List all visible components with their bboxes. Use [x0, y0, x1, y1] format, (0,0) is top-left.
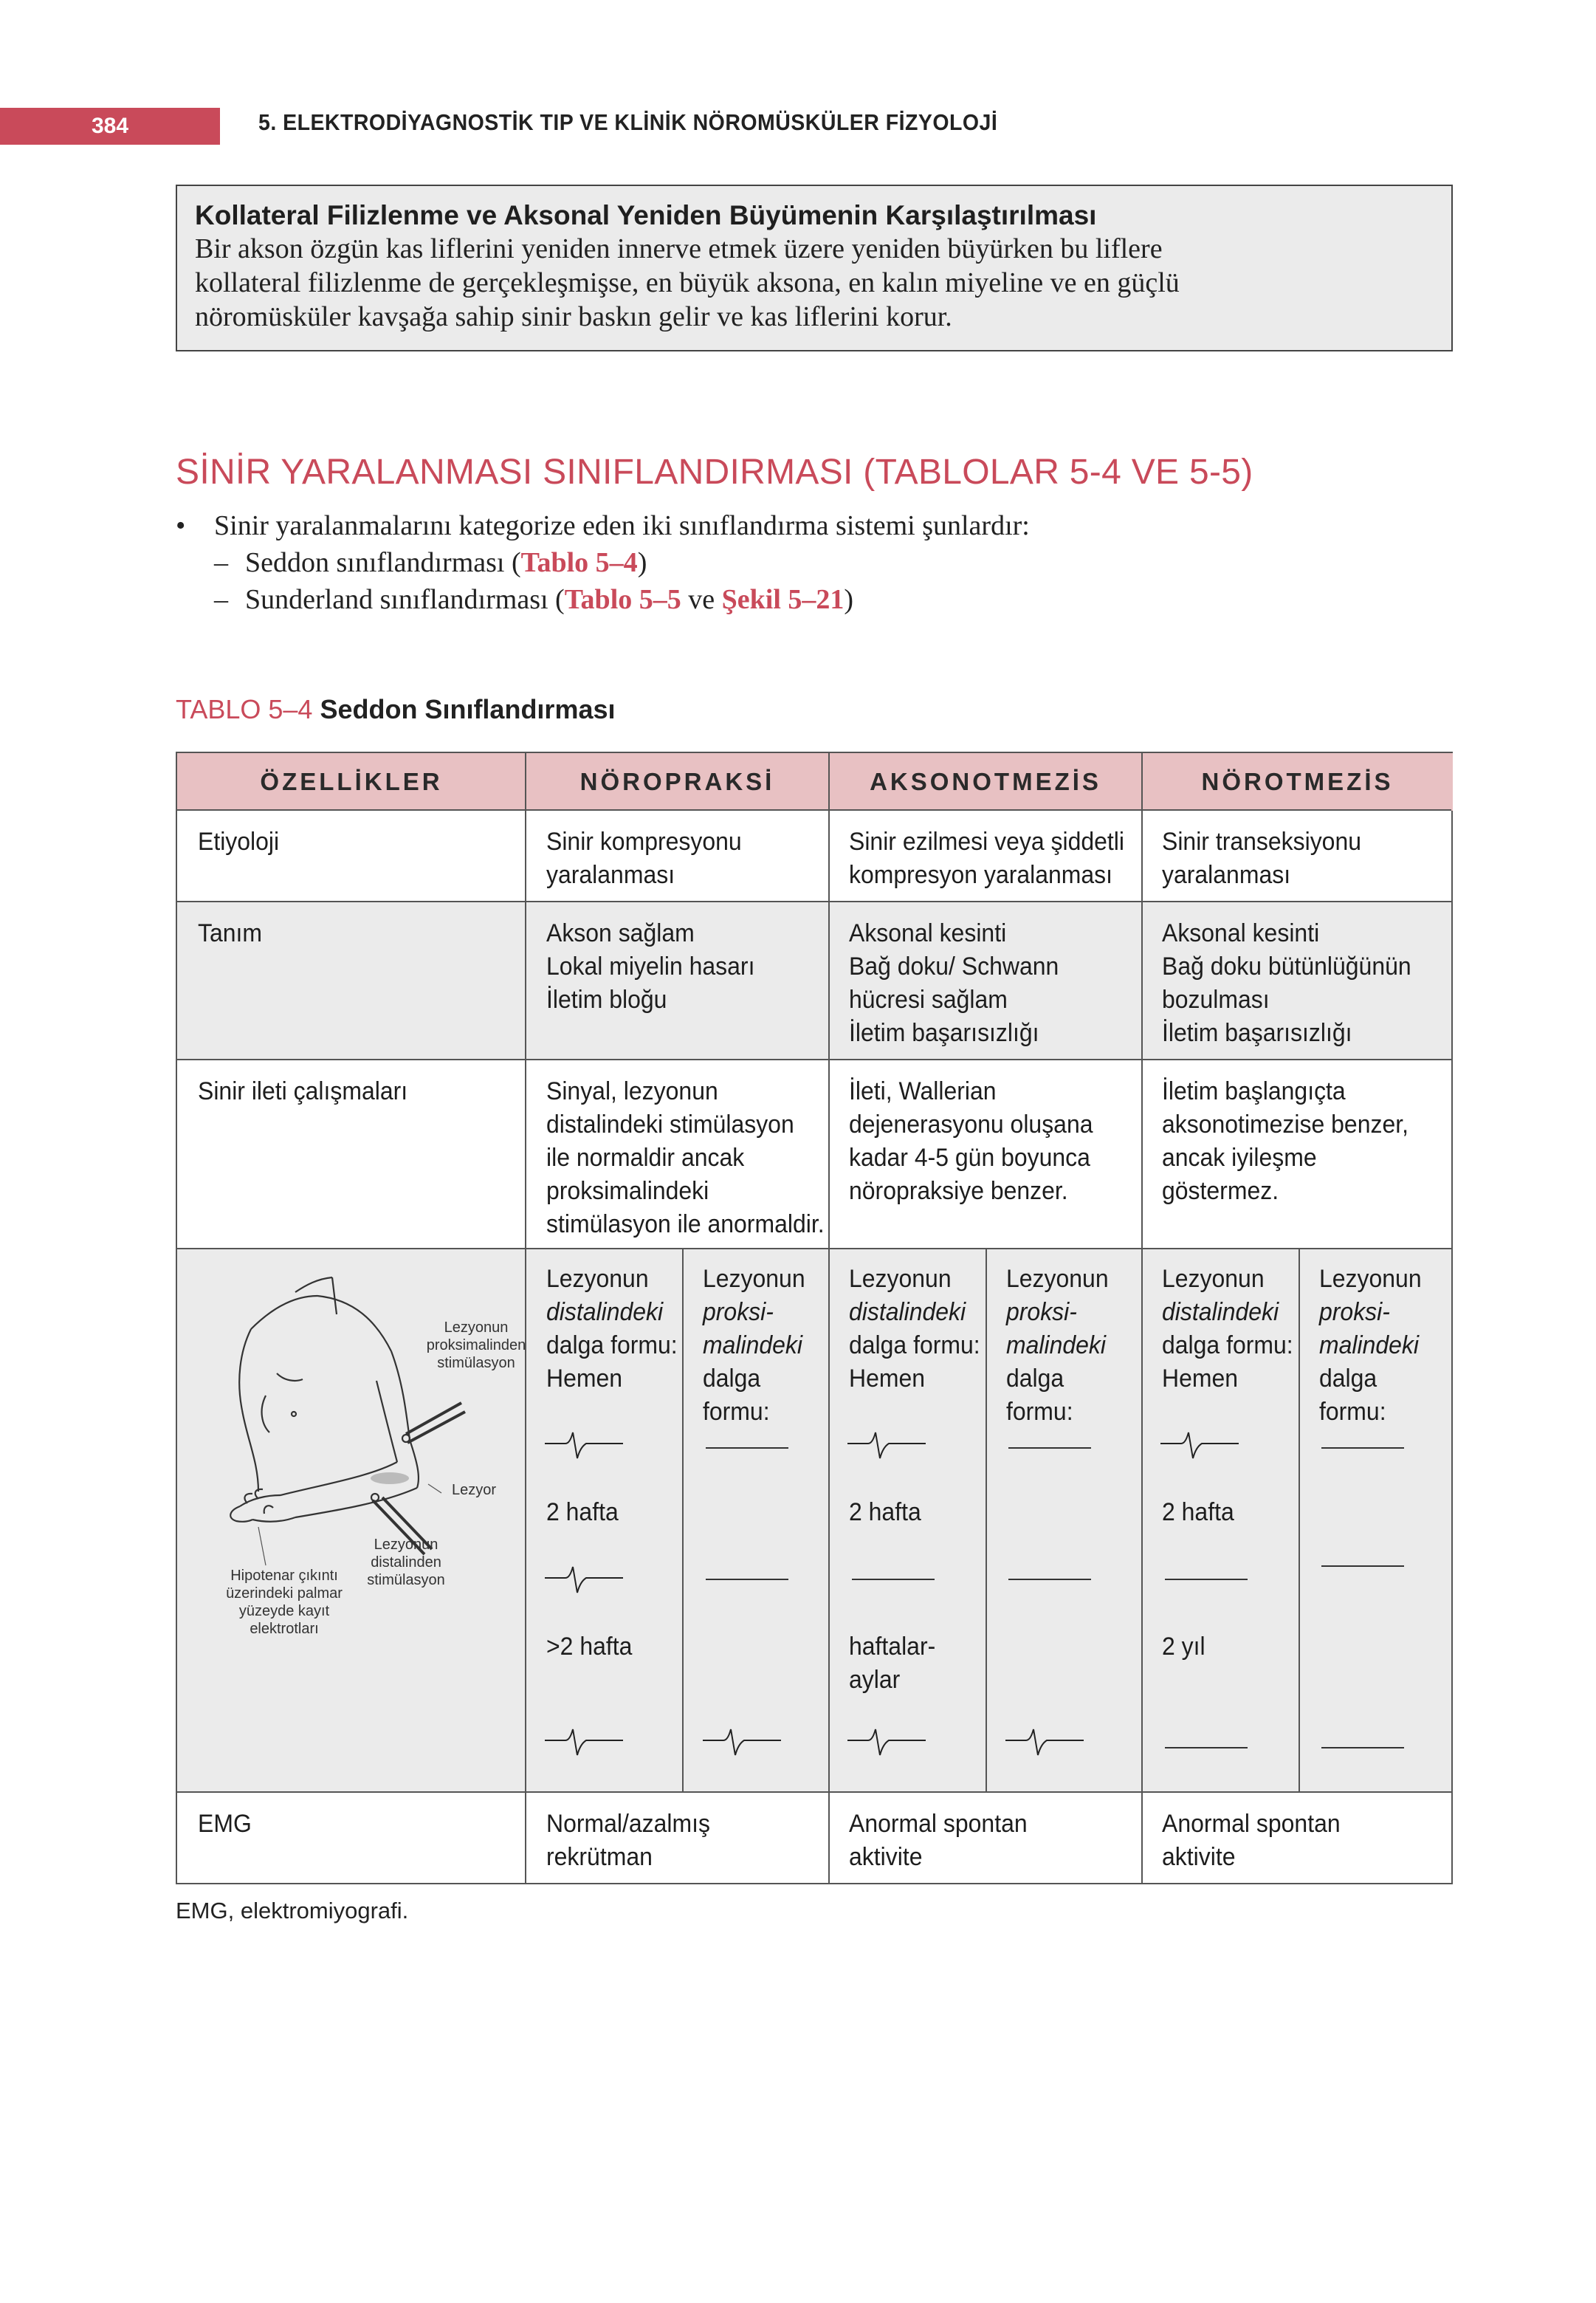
callout-box: [176, 185, 1453, 351]
cell-line: Anormal spontan: [849, 1810, 1028, 1838]
time-label: 2 hafta: [849, 1498, 921, 1526]
dalga-distal-header: [1162, 1263, 1293, 1396]
cell-line: malindeki: [703, 1331, 803, 1359]
ref-link[interactable]: Tablo 5–5: [564, 584, 681, 615]
absent-response-line: [1165, 1579, 1248, 1580]
callout-line: kollateral filizlenme de gerçekleşmişse, en büyük aksona, en kalın miyeline ve en güçlü: [195, 267, 1180, 298]
cell-line: dalga formu:: [1162, 1331, 1293, 1359]
cell-line: Bağ doku/ Schwann: [849, 953, 1059, 981]
row-label-tanim: Tanım: [198, 919, 263, 947]
callout-body: [195, 232, 1434, 334]
fig-label-line: üzerindeki palmar: [226, 1585, 343, 1602]
cell-line: Aksonal kesinti: [849, 919, 1007, 947]
fig-label-line: stimülasyon: [367, 1572, 445, 1588]
col-divider: [525, 753, 526, 1883]
cell-line: Sinir kompresyonu: [546, 828, 742, 856]
cell-line: İletim başarısızlığı: [849, 1019, 1039, 1047]
cell-etiyoloji-noropraksi: [546, 826, 742, 892]
col-divider: [828, 753, 830, 1883]
table-caption: [176, 694, 616, 725]
label-distal-stim: [354, 1536, 458, 1589]
sub-text: ): [844, 584, 854, 615]
fig-label-line: Lezyonun: [444, 1319, 509, 1336]
time-label: 2 hafta: [1162, 1498, 1234, 1526]
cell-line: proksi-: [1319, 1298, 1390, 1326]
cell-line: Akson sağlam: [546, 919, 695, 947]
cell-line: Anormal spontan: [1162, 1810, 1341, 1838]
row-divider: [177, 809, 1451, 811]
table-title: Seddon Sınıflandırması: [320, 694, 616, 724]
waveform-icon: [543, 1722, 625, 1759]
cell-line: Aksonal kesinti: [1162, 919, 1320, 947]
cell-line: bozulması: [1162, 986, 1270, 1014]
running-title: 5. ELEKTRODİYAGNOSTİK TIP VE KLİNİK NÖROMÜSKÜLER FİZYOLOJİ: [258, 109, 998, 135]
sub-text: ): [637, 547, 647, 578]
cell-line: proksi-: [703, 1298, 774, 1326]
cell-tanim-noropraksi: [546, 917, 754, 1017]
cell-line: ancak iyileşme: [1162, 1144, 1317, 1172]
absent-response-line: [1321, 1565, 1404, 1567]
cell-line: Hemen: [546, 1365, 623, 1393]
time-label: 2 yıl: [1162, 1633, 1205, 1661]
cell-tanim-aksonotmezis: [849, 917, 1059, 1050]
callout-line: Bir akson özgün kas liflerini yeniden innerve etmek üzere yeniden büyürken bu liflere: [195, 233, 1163, 264]
dalga-distal-header: [546, 1263, 678, 1396]
absent-response-line: [1321, 1747, 1404, 1748]
cell-line: Lezyonun: [849, 1265, 952, 1293]
row-label-ileti: Sinir ileti çalışmaları: [198, 1077, 408, 1105]
cell-line: hücresi sağlam: [849, 986, 1008, 1014]
cell-line: proksimalindeki: [546, 1177, 709, 1205]
cell-line: formu:: [703, 1398, 770, 1426]
cell-emg-norotmezis: [1162, 1808, 1341, 1874]
cell-line: Sinir transeksiyonu: [1162, 828, 1362, 856]
cell-line: Normal/azalmış: [546, 1810, 711, 1838]
cell-line: İleti, Wallerian: [849, 1077, 997, 1105]
cell-line: kadar 4-5 gün boyunca: [849, 1144, 1090, 1172]
row-divider: [177, 1059, 1451, 1060]
row-label-etiyoloji: Etiyoloji: [198, 828, 280, 856]
section-title: SİNİR YARALANMASI SINIFLANDIRMASI (TABLOLAR 5-4 VE 5-5): [176, 453, 1253, 492]
absent-response-line: [852, 1579, 935, 1580]
cell-line: Hemen: [1162, 1365, 1239, 1393]
cell-ileti-noropraksi: [546, 1075, 825, 1241]
seddon-table: [176, 752, 1453, 1884]
cell-line: nöropraksiye benzer.: [849, 1177, 1068, 1205]
cell-line: dalga formu:: [849, 1331, 980, 1359]
sub-dash: –: [214, 584, 228, 615]
cell-line: Hemen: [849, 1365, 926, 1393]
bullet-text: Sinir yaralanmalarını kategorize eden iki sınıflandırma sistemi şunlardır:: [214, 510, 1030, 541]
cell-line: İletim başlangıçta: [1162, 1077, 1346, 1105]
table-number: TABLO 5–4: [176, 694, 313, 724]
cell-line: distalindeki: [1162, 1298, 1279, 1326]
waveform-icon: [543, 1425, 625, 1462]
cell-emg-aksonotmezis: [849, 1808, 1028, 1874]
cell-line: Lezyonun: [1006, 1265, 1109, 1293]
row-divider: [177, 1248, 1451, 1249]
cell-line: yaralanması: [546, 861, 675, 889]
cell-etiyoloji-norotmezis: [1162, 826, 1361, 892]
fig-label-line: proksimalinden: [426, 1337, 526, 1353]
col-divider: [1141, 753, 1143, 1883]
cell-line: kompresyon yaralanması: [849, 861, 1113, 889]
cell-line: Sinir ezilmesi veya şiddetli: [849, 828, 1125, 856]
cell-line: malindeki: [1319, 1331, 1420, 1359]
ref-link[interactable]: Tablo 5–4: [520, 547, 638, 578]
cell-line: Lezyonun: [546, 1265, 649, 1293]
cell-line: Lezyonun: [1162, 1265, 1265, 1293]
cell-line: Lezyonun: [703, 1265, 805, 1293]
cell-line: rekrütman: [546, 1843, 653, 1871]
callout-line: nöromüsküler kavşağa sahip sinir baskın gelir ve kas liflerini korur.: [195, 301, 952, 332]
dalga-proximal-header: [1006, 1263, 1109, 1429]
row-divider: [177, 1791, 1451, 1793]
cell-line: ile normaldir ancak: [546, 1144, 745, 1172]
cell-line: aktivite: [849, 1843, 923, 1871]
sub-text: Sunderland sınıflandırması (: [245, 584, 565, 615]
cell-line: distalindeki: [546, 1298, 664, 1326]
label-lesion: Lezyor: [451, 1482, 497, 1498]
waveform-icon: [1004, 1722, 1085, 1759]
cell-etiyoloji-aksonotmezis: [849, 826, 1124, 892]
sub-item-seddon: [245, 545, 647, 580]
cell-line: malindeki: [1006, 1331, 1107, 1359]
cell-line: Sinyal, lezyonun: [546, 1077, 718, 1105]
cell-line: distalindeki stimülasyon: [546, 1111, 794, 1139]
cell-line: formu:: [1006, 1398, 1073, 1426]
table-footnote: EMG, elektromiyografi.: [176, 1898, 409, 1923]
fig-label-line: Hipotenar çıkıntı: [230, 1568, 338, 1584]
cell-line: haftalar-: [849, 1633, 936, 1661]
page-number: 384: [0, 108, 220, 145]
dalga-proximal-header: [703, 1263, 805, 1429]
cell-line: Lokal miyelin hasarı: [546, 953, 755, 981]
label-proximal-stim: [417, 1319, 535, 1372]
cell-line: distalindeki: [849, 1298, 966, 1326]
cell-line: İletim bloğu: [546, 986, 667, 1014]
fig-label-line: stimülasyon: [437, 1355, 515, 1371]
fig-label-line: yüzeyde kayıt: [238, 1603, 330, 1619]
absent-response-line: [706, 1447, 788, 1449]
cell-line: dalga: [1319, 1365, 1377, 1393]
header-noropraksi: NÖROPRAKSİ: [526, 753, 829, 811]
cell-line: Lezyonun: [1319, 1265, 1422, 1293]
sub-text: ve: [681, 584, 722, 615]
header-ozellikler: ÖZELLİKLER: [177, 753, 526, 811]
cell-line: İletim başarısızlığı: [1162, 1019, 1352, 1047]
time-label: [849, 1630, 935, 1697]
fig-label-line: elektrotları: [250, 1621, 319, 1637]
cell-ileti-norotmezis: [1162, 1075, 1408, 1208]
cell-line: formu:: [1319, 1398, 1386, 1426]
dalga-proximal-header: [1319, 1263, 1422, 1429]
waveform-icon: [543, 1559, 625, 1596]
bullet-mark: •: [176, 510, 186, 541]
time-label: >2 hafta: [546, 1633, 633, 1661]
cell-line: aylar: [849, 1666, 901, 1694]
waveform-icon: [701, 1722, 782, 1759]
absent-response-line: [1165, 1747, 1248, 1748]
cell-line: dalga: [703, 1365, 761, 1393]
cell-line: dalga formu:: [546, 1331, 678, 1359]
cell-line: aksonotimezise benzer,: [1162, 1111, 1408, 1139]
cell-ileti-aksonotmezis: [849, 1075, 1093, 1208]
time-label: 2 hafta: [546, 1498, 619, 1526]
cell-line: stimülasyon ile anormaldir.: [546, 1210, 825, 1238]
absent-response-line: [706, 1579, 788, 1580]
col-divider: [682, 1248, 684, 1793]
absent-response-line: [1008, 1447, 1091, 1449]
dalga-distal-header: [849, 1263, 980, 1396]
sub-dash: –: [214, 547, 228, 578]
cell-emg-noropraksi: [546, 1808, 710, 1874]
col-divider: [986, 1248, 987, 1793]
sub-text: Seddon sınıflandırması (: [245, 547, 521, 578]
cell-tanim-norotmezis: [1162, 917, 1411, 1050]
cell-line: yaralanması: [1162, 861, 1291, 889]
label-electrodes: [214, 1567, 354, 1638]
fig-label-line: Lezyonun: [374, 1537, 438, 1553]
callout-title: Kollateral Filizlenme ve Aksonal Yeniden Büyümenin Karşılaştırılması: [195, 200, 1097, 230]
waveform-icon: [846, 1425, 927, 1462]
cell-line: göstermez.: [1162, 1177, 1279, 1205]
cell-line: proksi-: [1006, 1298, 1077, 1326]
waveform-icon: [1159, 1425, 1240, 1462]
absent-response-line: [1008, 1579, 1091, 1580]
cell-line: Bağ doku bütünlüğünün: [1162, 953, 1411, 981]
absent-response-line: [1321, 1447, 1404, 1449]
sub-item-sunderland: [245, 582, 853, 617]
col-divider: [1299, 1248, 1300, 1793]
row-label-emg: EMG: [198, 1810, 252, 1838]
waveform-icon: [846, 1722, 927, 1759]
header-aksonotmezis: AKSONOTMEZİS: [829, 753, 1142, 811]
row-divider: [177, 901, 1451, 902]
fig-label-line: distalinden: [371, 1554, 441, 1571]
cell-line: dejenerasyonu oluşana: [849, 1111, 1093, 1139]
header-norotmezis: NÖROTMEZİS: [1142, 753, 1453, 811]
cell-line: aktivite: [1162, 1843, 1236, 1871]
ref-link[interactable]: Şekil 5–21: [721, 584, 845, 615]
cell-line: dalga: [1006, 1365, 1064, 1393]
